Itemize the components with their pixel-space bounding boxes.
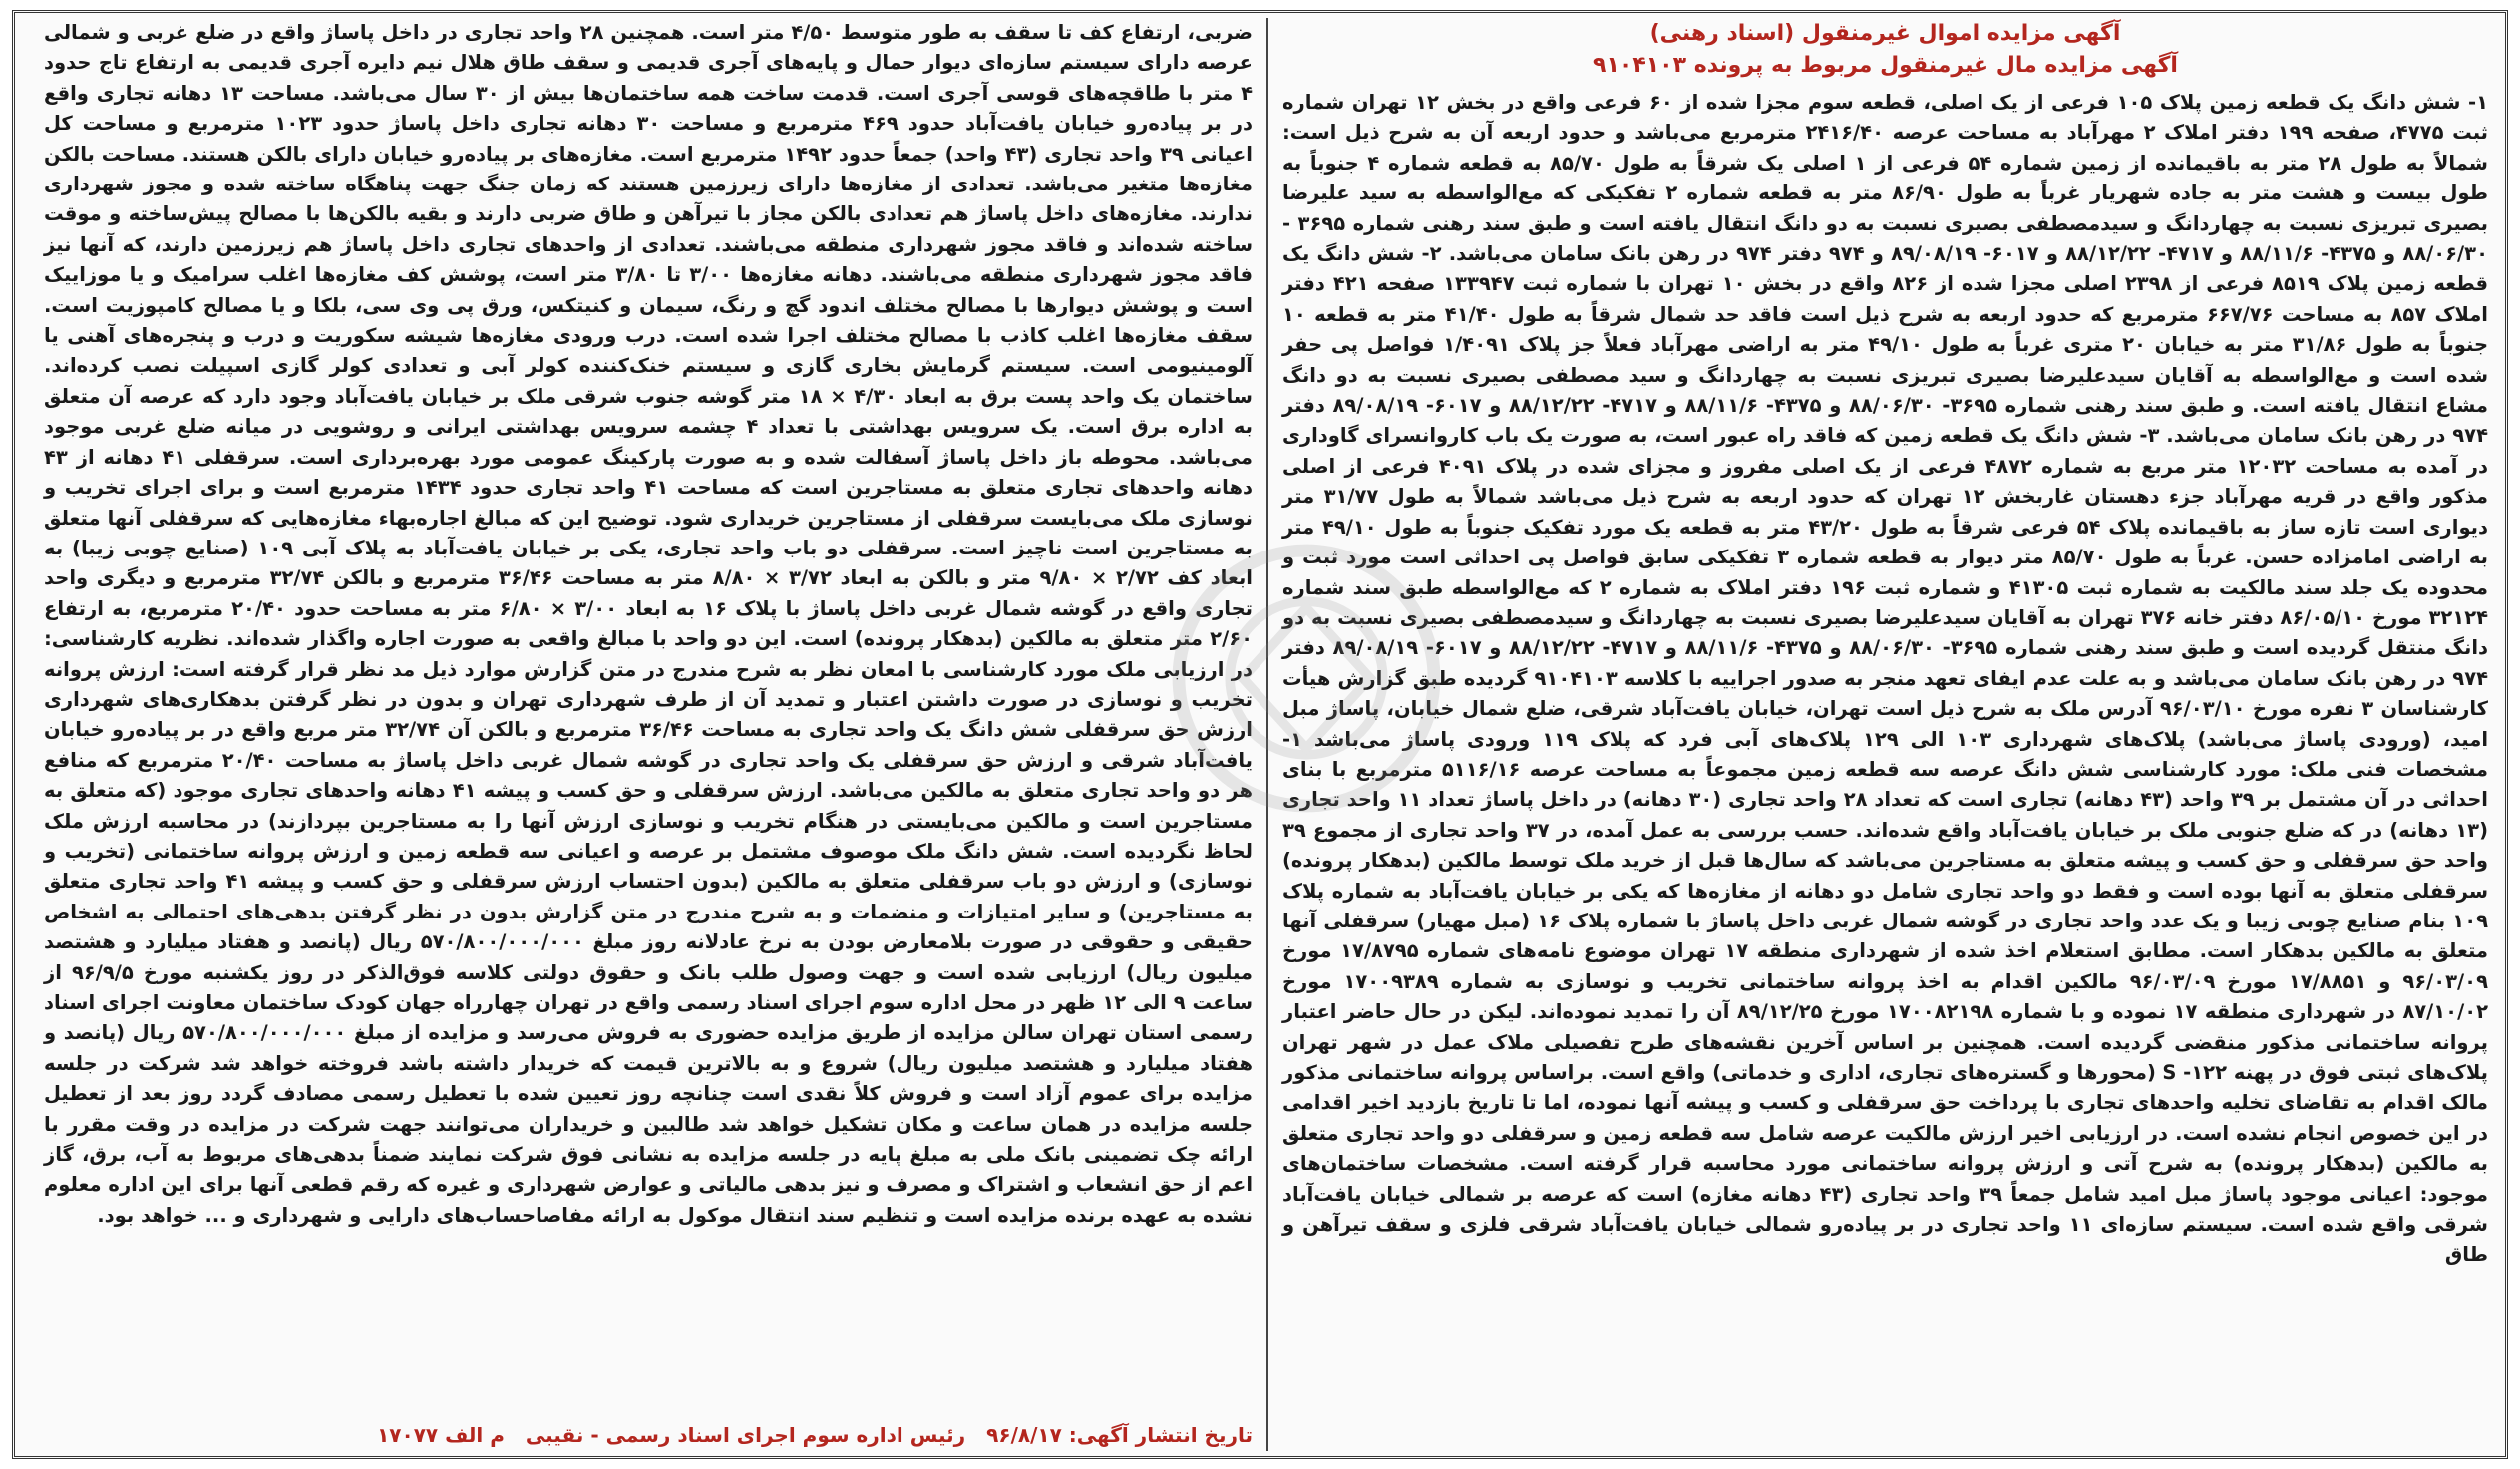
right-column-text: ۱- شش دانگ یک قطعه زمین پلاک ۱۰۵ فرعی از یک اصلی، قطعه سوم مجزا شده از ۶۰ فرعی واقع در بخش ۱۲ تهران شماره ثبت ۴۷۷۵، صفحه ۱۹۹ دفتر املاک ۲ مهرآباد به مساحت عرصه ۲۴۱۶/۴۰ مترمربع می‌باشد و حدود اربعه آن به شرح ذیل است: شمالاً به طول ۲۸ متر به باقیمانده از زمین شماره ۵۴ فرعی از ۱ اصلی یک شرقاً به طول ۸۵/۷۰ به قطعه شماره ۴ جنوباً به طول بیست و هشت متر به جاده شهریار غرباً به طول ۸۶/۹۰ متر به قطعه شماره ۲ تفکیکی که مع‌الواسطه به سید علیرضا بصیری تبریزی نسبت به چهاردانگ و سیدمصطفی بصیری نسبت به دو دانگ انتقال یافته است و طبق سند رهنی شماره ۳۶۹۵ - ۸۸/۰۶/۳۰ و ۴۳۷۵- ۸۸/۱۱/۶ و ۴۷۱۷- ۸۸/۱۲/۲۲ و ۶۰۱۷- ۸۹/۰۸/۱۹ و ۹۷۴ دفتر ۹۷۴ در رهن بانک سامان می‌باشد. ۲- شش دانگ یک قطعه زمین پلاک ۸۵۱۹ فرعی از ۲۳۹۸ اصلی مجزا شده از ۸۲۶ واقع در بخش ۱۰ تهران با شماره ثبت ۱۳۳۹۴۷ صفحه ۴۲۱ دفتر املاک ۸۵۷ به مساحت ۶۶۷/۷۶ مترمربع که حدود اربعه به شرح ذیل است فاقد حد شمال شرقاً به طول ۴۱/۴۰ متر به قطعه ۱۰ جنوباً به طول ۳۱/۸۶ متر به خیابان ۲۰ متری غرباً به طول ۴۹/۱۰ متر به اراضی مهرآباد فعلاً جز پلاک ۱/۴۰۹۱ فواصل پی حفر شده است و مع‌الواسطه به آقایان سیدعلیرضا بصیری تبریزی نسبت به چهاردانگ و سید مصطفی بصیری نسبت به دو دانگ مشاع انتقال یافته است. و طبق سند رهنی شماره ۳۶۹۵- ۸۸/۰۶/۳۰ و ۴۳۷۵- ۸۸/۱۱/۶ و ۴۷۱۷- ۸۸/۱۲/۲۲ و ۶۰۱۷- ۸۹/۰۸/۱۹ دفتر ۹۷۴ در رهن بانک سامان می‌باشد. ۳- شش دانگ یک قطعه زمین که فاقد راه عبور است، به صورت یک باب کاروانسرای گاوداری در آمده به مساحت ۱۲۰۳۲ متر مربع به شماره ۴۸۷۲ فرعی از یک اصلی مفروز و مجزای شده در پلاک ۴۰۹۱ فرعی از اصلی مذکور واقع در قریه مهرآباد جزء دهستان غاربخش ۱۲ تهران که حدود اربعه به شرح ذیل می‌باشد شمالاً به طول ۳۱/۷۷ متر دیواری است تازه ساز به باقیمانده پلاک ۵۴ فرعی شرقاً به طول ۴۳/۲۰ متر به قطعه یک مورد تفکیک جنوباً به طول ۴۹/۱۰ متر به اراضی امامزاده حسن. غرباً به طول ۸۵/۷۰ متر دیوار به قطعه شماره ۳ تفکیکی سابق فواصل پی احداثی است مورد ثبت و محدوده یک جلد سند مالکیت به شماره ثبت ۴۱۳۰۵ و شماره ثبت ۱۹۶ دفتر املاک به شماره ۲ که مع‌الواسطه طبق سند شماره ۳۲۱۲۴ مورخ ۸۶/۰۵/۱۰ دفتر خانه ۳۷۶ تهران به آقایان سیدعلیرضا بصیری نسبت به چهاردانگ و سیدمصطفی بصیری نسبت به دو دانگ منتقل گردیده است و طبق سند رهنی شماره ۳۶۹۵- ۸۸/۰۶/۳۰ و ۴۳۷۵- ۸۸/۱۱/۶ و ۴۷۱۷- ۸۸/۱۲/۲۲ و ۶۰۱۷- ۸۹/۰۸/۱۹ دفتر ۹۷۴ در رهن بانک سامان می‌باشد و به علت عدم ایفای تعهد منجر به صدور اجراییه با کلاسه ۹۱۰۴۱۰۳ گردیده طبق گزارش هیأت کارشناسان ۳ نفره مورخ ۹۶/۰۳/۱۰ آدرس ملک به شرح ذیل است تهران، خیابان یافت‌آباد شرقی، ضلع شمال خیابان، پاساژ مبل امید، (ورودی پاساژ می‌باشد) پلاک‌های شهرداری ۱۰۳ الی ۱۲۹ پلاک‌های آبی فرد که پلاک ۱۱۹ ورودی پاساژ می‌باشد ۱- مشخصات فنی ملک: مورد کارشناسی شش دانگ عرصه سه قطعه زمین مجموعاً به مساحت عرصه ۵۱۱۶/۱۶ مترمربع با بنای احداثی در آن مشتمل بر ۳۹ واحد (۴۳ دهانه) تجاری است که تعداد ۲۸ واحد تجاری (۳۰ دهانه) در داخل پاساژ تعداد ۱۱ واحد تجاری (۱۳ دهانه) در که ضلع جنوبی ملک بر خیابان یافت‌آباد واقع شده‌اند. حسب بررسی به عمل آمده، در ۳۷ واحد تجاری از مجموع ۳۹ واحد حق سرقفلی و حق کسب و پیشه متعلق به مستاجرین می‌باشد که سال‌ها قبل از خرید ملک توسط مالکین (بدهکار پرونده) سرقفلی متعلق به آنها بوده است و فقط دو واحد تجاری شامل دو دهانه از مغازه‌ها که یکی بر خیابان یافت‌آباد به شماره پلاک ۱۰۹ بنام صنایع چوبی زیبا و یک عدد واحد تجاری در گوشه شمال غربی داخل پاساژ با شماره پلاک ۱۶ (مبل مهیار) سرقفلی آنها متعلق به مالکین بدهکار است. مطابق استعلام اخذ شده از شهرداری منطقه ۱۷ تهران موضوع نامه‌های شماره ۱۷/۸۷۹۵ مورخ ۹۶/۰۳/۰۹ و ۱۷/۸۸۵۱ مورخ ۹۶/۰۳/۰۹ مالکین اقدام به اخذ پروانه ساختمانی تخریب و نوسازی به شماره ۱۷۰۰۹۳۸۹ مورخ ۸۷/۱۰/۰۲ در شهرداری منطقه ۱۷ نموده و با شماره ۱۷۰۰۸۲۱۹۸ مورخ ۸۹/۱۲/۲۵ آن را تمدید نموده‌اند. لیکن در حال حاضر اعتبار پروانه ساختمانی مذکور منقضی گردیده است. همچنین بر اساس آخرین نقشه‌های طرح تفصیلی ملاک عمل در شهر تهران پلاک‌های ثبتی فوق در پهنه ۱۲۲- S (محورها و گستره‌های تجاری، اداری و خدماتی) واقع است. براساس پروانه ساختمانی مذکور مالک اقدام به تقاضای تخلیه واحدهای تجاری با پرداخت حق سرقفلی و کسب و پیشه آنها نموده، اما تا تاریخ بازدید اخیر اقدامی در این خصوص انجام نشده است. در ارزیابی اخیر ارزش مالکیت عرصه شامل سه قطعه زمین و سرقفلی دو واحد تجاری متعلق به مالکین (بدهکار پرونده) به شرح آتی و ارزش پروانه ساختمانی مورد محاسبه قرار گرفته است. مشخصات ساختمان‌های موجود: اعیانی موجود پاساژ مبل امید شامل جمعاً ۳۹ واحد تجاری (۴۳ دهانه مغازه) است که عرصه بر شمالی خیابان یافت‌آباد شرقی واقع شده است. سیستم سازه‌ای ۱۱ واحد تجاری در بر پیاده‌رو شمالی خیابان یافت‌آباد شرقی فلزی و سقف تیرآهن و طاق bbox=[1282, 91, 2489, 1267]
notice-subtitle: آگهی مزایده مال غیرمنقول مربوط به پرونده ۹۱۰۴۱۰۳ bbox=[1593, 53, 2178, 78]
right-column bbox=[1268, 18, 2498, 1451]
columns bbox=[22, 18, 2498, 1451]
notice-footer bbox=[44, 1415, 1253, 1451]
reference-code: م الف ۱۷۰۷۷ bbox=[377, 1423, 505, 1447]
notice-title: آگهی مزایده اموال غیرمنقول (اسناد رهنی) bbox=[1649, 21, 2121, 46]
signature-line: رئیس اداره سوم اجرای اسناد رسمی - نقیبی bbox=[525, 1423, 966, 1447]
left-column bbox=[34, 18, 1266, 1451]
publication-date: تاریخ انتشار آگهی: ۹۶/۸/۱۷ bbox=[986, 1423, 1253, 1447]
left-column-text: ضربی، ارتفاع کف تا سقف به طور متوسط ۴/۵۰ متر است. همچنین ۲۸ واحد تجاری در داخل پاساژ واقع در ضلع غربی و شمالی عرصه دارای سیستم سازه‌ای دیوار حمال و پایه‌های آجری قدیمی و سقف طاق هلال نیم دایره آجری قدیمی به ارتفاع تاج حدود ۴ متر با طاقچه‌های قوسی آجری است. قدمت ساخت همه ساختمان‌ها بیش از ۳۰ سال می‌باشد. مساحت ۱۳ دهانه تجاری واقع در بر پیاده‌رو خیابان یافت‌آباد حدود ۴۶۹ مترمربع و مساحت ۳۰ دهانه تجاری داخل پاساژ حدود ۱۰۲۳ مترمربع و مساحت کل اعیانی ۳۹ واحد تجاری (۴۳ واحد) جمعاً حدود ۱۴۹۲ مترمربع است. مغازه‌های بر پیاده‌رو خیابان دارای بالکن هستند. مساحت بالکن مغازه‌ها متغیر می‌باشد. تعدادی از مغازه‌ها دارای زیرزمین هستند که زمان جنگ جهت پناهگاه ساخته شده و مجوز شهرداری ندارند. مغازه‌های داخل پاساژ هم تعدادی بالکن مجاز با تیرآهن و طاق ضربی دارند و بقیه بالکن‌ها با مصالح پیش‌ساخته و موقت ساخته شده‌اند و فاقد مجوز شهرداری منطقه می‌باشند. تعدادی از واحدهای تجاری داخل پاساژ هم زیرزمین دارند، که آنها نیز فاقد مجوز شهرداری منطقه می‌باشند. دهانه مغازه‌ها ۳/۰۰ تا ۳/۸۰ متر است، پوشش کف مغازه‌ها اغلب سرامیک و یا موزاییک است و پوشش دیوارها با مصالح مختلف اندود گچ و رنگ، سیمان و کنیتکس، ورق پی وی سی، بلکا و یا مصالح کامپوزیت است. سقف مغازه‌ها اغلب کاذب با مصالح مختلف اجرا شده است. درب ورودی مغازه‌ها شیشه سکوریت و درب و پنجره‌های آهنی یا آلومینیومی است. سیستم گرمایش بخاری گازی و سیستم خنک‌کننده کولر آبی و تعدادی کولر گازی اسپیلت نصب کرده‌اند. ساختمان یک واحد پست برق به ابعاد ۴/۳۰ × ۱۸ متر گوشه جنوب شرقی ملک بر خیابان یافت‌آباد وجود دارد که عرصه آن متعلق به اداره برق است. یک سرویس بهداشتی با تعداد ۴ چشمه سرویس بهداشتی ایرانی و روشویی در میانه ضلع غربی موجود می‌باشد. محوطه باز داخل پاساژ آسفالت شده و به صورت پارکینگ عمومی مورد بهره‌برداری است. سرقفلی ۴۱ دهانه از ۴۳ دهانه واحدهای تجاری متعلق به مستاجرین است که مساحت ۴۱ واحد تجاری حدود ۱۴۳۴ مترمربع است و برای اجرای تخریب و نوسازی ملک می‌بایست سرقفلی از مستاجرین خریداری شود. توضیح این که مبالغ اجاره‌بهاء مغازه‌هایی که سرقفلی آنها متعلق به مستاجرین است ناچیز است. سرقفلی دو باب واحد تجاری، یکی بر خیابان یافت‌آباد به پلاک آبی ۱۰۹ (صنایع چوبی زیبا) به ابعاد کف ۲/۷۲ × ۹/۸۰ متر و بالکن به ابعاد ۳/۷۲ × ۸/۸۰ متر به مساحت ۳۶/۴۶ مترمربع و بالکن ۳۲/۷۴ مترمربع و دیگری واحد تجاری واقع در گوشه شمال غربی داخل پاساژ با پلاک ۱۶ به ابعاد ۳/۰۰ × ۶/۸۰ متر به مساحت حدود ۲۰/۴۰ مترمربع، به ارتفاع ۲/۶۰ متر متعلق به مالکین (بدهکار پرونده) است. این دو واحد با مبالغ واقعی به صورت اجاره واگذار شده‌اند. نظریه کارشناسی: در ارزیابی ملک مورد کارشناسی با امعان نظر به شرح مندرج در متن گزارش موارد ذیل مد نظر قرار گرفته است: ارزش پروانه تخریب و نوسازی در صورت داشتن اعتبار و تمدید آن از طرف شهرداری تهران و بدون در نظر گرفتن بدهکاری‌های شهرداری ارزش حق سرقفلی شش دانگ یک واحد تجاری به مساحت ۳۶/۴۶ مترمربع و بالکن آن ۳۲/۷۴ متر مربع واقع در بر پیاده‌رو خیابان یافت‌آباد شرقی و ارزش حق سرقفلی یک واحد تجاری در گوشه شمال غربی داخل پاساژ به مساحت ۲۰/۴۰ مترمربع که منافع هر دو واحد تجاری متعلق به مالکین می‌باشد. ارزش سرقفلی و حق کسب و پیشه ۴۱ دهانه واحدهای تجاری موجود (که متعلق به مستاجرین است و مالکین می‌بایستی در هنگام تخریب و نوسازی ارزش آنها را به مستاجرین بپردازند) در محاسبه ارزش ملک لحاظ نگردیده است. شش دانگ ملک موصوف مشتمل بر عرصه و اعیانی سه قطعه زمین و ارزش پروانه ساختمانی (تخریب و نوسازی) و ارزش دو باب سرقفلی متعلق به مالکین (بدون احتساب ارزش سرقفلی و حق کسب و پیشه ۴۱ واحد تجاری متعلق به مستاجرین) و سایر امتیازات و منضمات و به شرح مندرج در متن گزارش بدون در نظر گرفتن بدهی‌های احتمالی به اشخاص حقیقی و حقوقی در صورت بلامعارض بودن به نرخ عادلانه روز مبلغ ۵۷۰/۸۰۰/۰۰۰/۰۰۰ ریال (پانصد و هفتاد میلیارد و هشتصد میلیون ریال) ارزیابی شده است و جهت وصول طلب بانک و حقوق دولتی کلاسه فوق‌الذکر در روز یکشنبه مورخ ۹۶/۹/۵ از ساعت ۹ الی ۱۲ ظهر در محل اداره سوم اجرای اسناد رسمی واقع در تهران چهارراه جهان کودک ساختمان معاونت اجرای اسناد رسمی استان تهران سالن مزایده از طریق مزایده حضوری به فروش می‌رسد و مزایده از مبلغ ۵۷۰/۸۰۰/۰۰۰/۰۰۰ ریال (پانصد و هفتاد میلیارد و هشتصد میلیون ریال) شروع و به بالاترین قیمت که خریدار داشته باشد فروخته خواهد شد شرکت در جلسه مزایده برای عموم آزاد است و فروش کلاً نقدی است چنانچه روز تعیین شده با تعطیل رسمی مصادف گردد روز بعد از تعطیل جلسه مزایده در همان ساعت و مکان تشکیل خواهد شد طالبین و خریداران می‌توانند جهت شرکت در مزایده در وقت مقرر با ارائه چک تضمینی بانک ملی به مبلغ پایه در جلسه مزایده به نشانی فوق شرکت نمایند ضمناً بدهی‌های مربوط به آب، برق، گاز اعم از حق انشعاب و اشتراک و مصرف و نیز بدهی مالیاتی و عوارض شهرداری و غیره که رقم قطعی آنها برای این اداره معلوم نشده به عهده برنده مزایده است و تنظیم سند انتقال موکول به ارائه مفاصاحساب‌های دارایی و شهرداری و ... خواهد بود. bbox=[44, 21, 1254, 1227]
